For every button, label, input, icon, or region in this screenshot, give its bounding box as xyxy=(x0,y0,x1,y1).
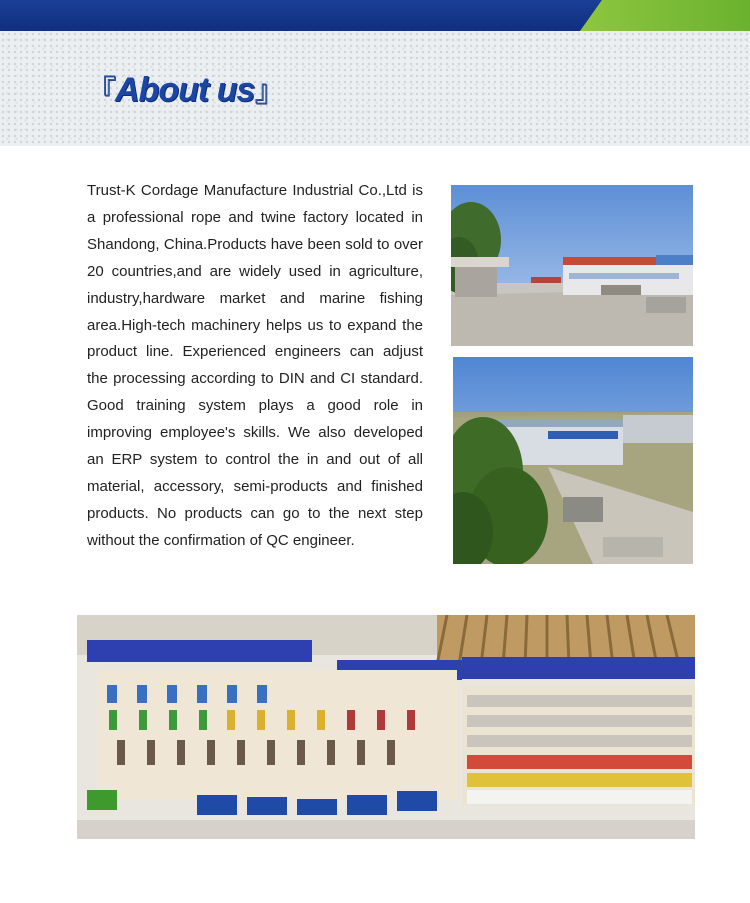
title-open-bracket: 『 xyxy=(86,75,115,108)
company-intro-text: Trust-K Cordage Manufacture Industrial Co.,Ltd is a professional rope and twine factory located in Shandong, China.Products have been sold to over 20 countries,and are widely used in agriculture, industry,hardware market and marine fishing area.High-tech machinery helps us to expand the product line. Experienced engineers can adjust the processing according to DIN and CI standard. Good training system plays a good role in improving employee's skills. We also developed an ERP system to control the in and out of all material, accessory, semi-products and finished products. No products can go to the next step without the confirmation of QC engineer. xyxy=(87,182,423,549)
factory-aerial-photo xyxy=(453,357,693,564)
title-text: About us xyxy=(115,71,255,109)
factory-gate-photo xyxy=(451,185,693,346)
showroom-photo xyxy=(77,615,695,839)
page-title xyxy=(86,66,283,110)
title-close-bracket: 』 xyxy=(254,75,284,108)
top-banner-accent xyxy=(580,0,750,31)
